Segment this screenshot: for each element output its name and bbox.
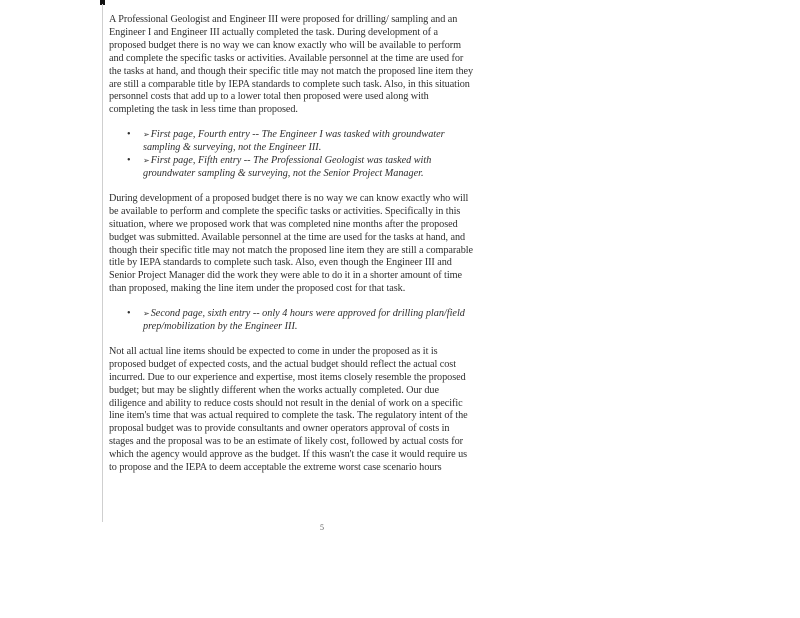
bullet-first-page-fifth-entry	[127, 155, 475, 181]
left-margin-rule	[102, 4, 103, 522]
bullet-text: First page, Fourth entry -- The Engineer I was tasked with groundwater sampling & surveying, not the Engineer III.	[143, 129, 445, 154]
paragraph-budget-development: During development of a proposed budget there is no way we can know exactly who will be available to perform and complete the specific tasks or activities. Specifically in this situation, where we proposed work that was completed nine months after the proposed budget was submitted. Available personnel at the time are used for the tasks at hand, and though their specific title may not match the proposed line item they are still a comparable title by IEPA standards to complete such task. Also, even though the Engineer III and Senior Project Manager did the work they were able to do it in a shorter amount of time than proposed, making the line item under the proposed cost for that task.	[109, 192, 474, 295]
arrow-bullet-icon: ➢	[143, 156, 150, 166]
bullet-first-page-fourth-entry	[127, 129, 475, 155]
bullet-dot: •	[127, 308, 131, 320]
bullet-second-page-sixth-entry	[127, 308, 475, 334]
paragraph-actual-line-items: Not all actual line items should be expected to come in under the proposed as it is proposed budget of expected costs, and the actual budget should reflect the actual cost incurred. Due to our experience and expertise, most items closely resemble the proposed budget; but may be slightly different when the works actually completed. Our due diligence and ability to reduce costs should not result in the denial of work on a specific line item's time that was actual required to complete the task. The regulatory intent of the proposal budget was to provide consultants and owner operators approval of costs in stages and the proposal was to be an estimate of likely cost, followed by actual costs for which the agency would approve as the budget. If this wasn't the case it would require us to propose and the IEPA to deem acceptable the extreme worst case scenario hours	[109, 345, 468, 474]
page-number: 5	[320, 523, 324, 532]
bullet-list-first-page	[109, 129, 475, 181]
bullet-dot: •	[127, 129, 131, 141]
bullet-text: Second page, sixth entry -- only 4 hours were approved for drilling plan/field prep/mobilization by the Engineer III.	[143, 308, 465, 333]
bullet-dot: •	[127, 155, 131, 167]
arrow-bullet-icon: ➢	[143, 309, 150, 319]
bullet-list-second-page	[109, 308, 475, 334]
arrow-bullet-icon: ➢	[143, 130, 150, 140]
paragraph-personnel-titles: A Professional Geologist and Engineer III were proposed for drilling/ sampling and an Engineer I and Engineer III actually completed the task. During development of a proposed budget there is no way we can know exactly who will be available to perform and complete the specific tasks or activities. Available personnel at the time are used for the tasks at hand, and though their specific title may not match the proposed line item they are still a comparable title by IEPA standards to complete such task. Also, in this situation personnel costs that add up to a lower total then proposed were used along with completing the task in less time than proposed.	[109, 14, 474, 116]
page-content	[109, 14, 475, 487]
bullet-text: First page, Fifth entry -- The Professional Geologist was tasked with groundwater sampling & surveying, not the Senior Project Manager.	[143, 155, 432, 179]
